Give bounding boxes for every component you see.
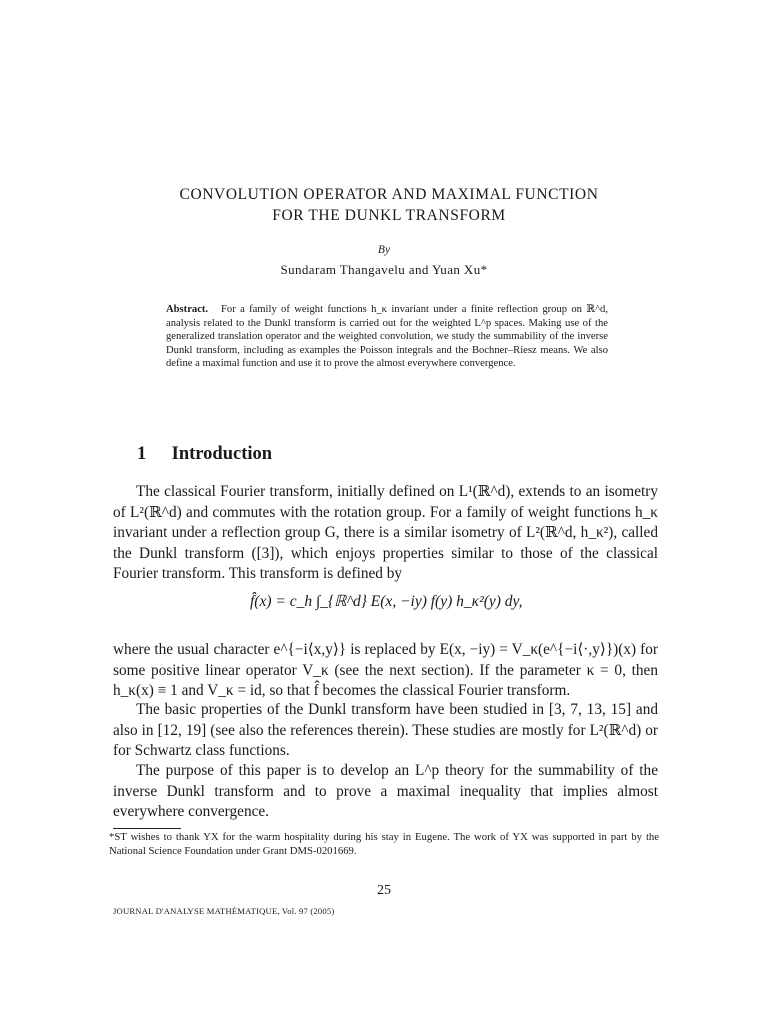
paragraph-1: The classical Fourier transform, initially defined on L¹(ℝ^d), extends to an isometry of L²(ℝ^d) and commutes with the rotation group. For a family of weight functions h_κ invariant under a reflection group G, there is a similar isometry of L²(ℝ^d, h_κ²), called the Dunkl transform ([3]), which enjoys properties similar to those of the classical Fourier transform. This transform is defined by: [113, 483, 658, 582]
authors: Sundaram Thangavelu and Yuan Xu*: [280, 262, 488, 277]
journal-citation: JOURNAL D'ANALYSE MATHÉMATIQUE, Vol. 97 (2005): [113, 906, 335, 916]
paragraph-4: The purpose of this paper is to develop an L^p theory for the summability of the inverse Dunkl transform and to prove a maximal inequality that implies almost everywhere convergence.: [113, 762, 658, 820]
paper-title-line-1: CONVOLUTION OPERATOR AND MAXIMAL FUNCTION: [179, 186, 599, 203]
paragraph-3: The basic properties of the Dunkl transform have been studied in [3, 7, 13, 15] and also in [12, 19] (see also the references therein). These studies are mostly for L²(ℝ^d) or for Schwartz class functions.: [113, 701, 658, 759]
footnote: *ST wishes to thank YX for the warm hospitality during his stay in Eugene. The work of YX was supported in part by the National Science Foundation under Grant DMS-0201669.: [109, 831, 659, 857]
abstract-label: Abstract.: [166, 304, 209, 315]
abstract-text: For a family of weight functions h_κ invariant under a finite reflection group on ℝ^d, analysis related to the Dunkl transform is carried out for the weighted L^p spaces. Making use of the generalized translation operator and the weighted convolution, we study the summability of the inverse Dunkl transform, including as examples the Poisson integrals and the Bochner–Riesz means. We also define a maximal function and use it to prove the almost everywhere convergence.: [166, 304, 608, 370]
page-number: 25: [377, 883, 391, 898]
section-heading: [137, 444, 272, 465]
paragraph-2: where the usual character e^{−i⟨x,y⟩} is replaced by E(x, −iy) = V_κ(e^{−i⟨·,y⟩})(x) for some positive linear operator V_κ (see the next section). If the parameter κ = 0, then h_κ(x) ≡ 1 and V_κ = id, so that f̂ becomes the classical Fourier transform.: [113, 641, 658, 699]
abstract: [166, 303, 608, 371]
paper-title-line-2: FOR THE DUNKL TRANSFORM: [272, 207, 506, 224]
dunkl-transform-equation: f̂(x) = c_h ∫_{ℝ^d} E(x, −iy) f(y) h_κ²(y) dy,: [250, 593, 523, 610]
footnote-rule: [113, 828, 181, 829]
section-title: Introduction: [171, 444, 273, 464]
section-number: 1: [137, 444, 147, 464]
by-line: By: [377, 244, 391, 256]
